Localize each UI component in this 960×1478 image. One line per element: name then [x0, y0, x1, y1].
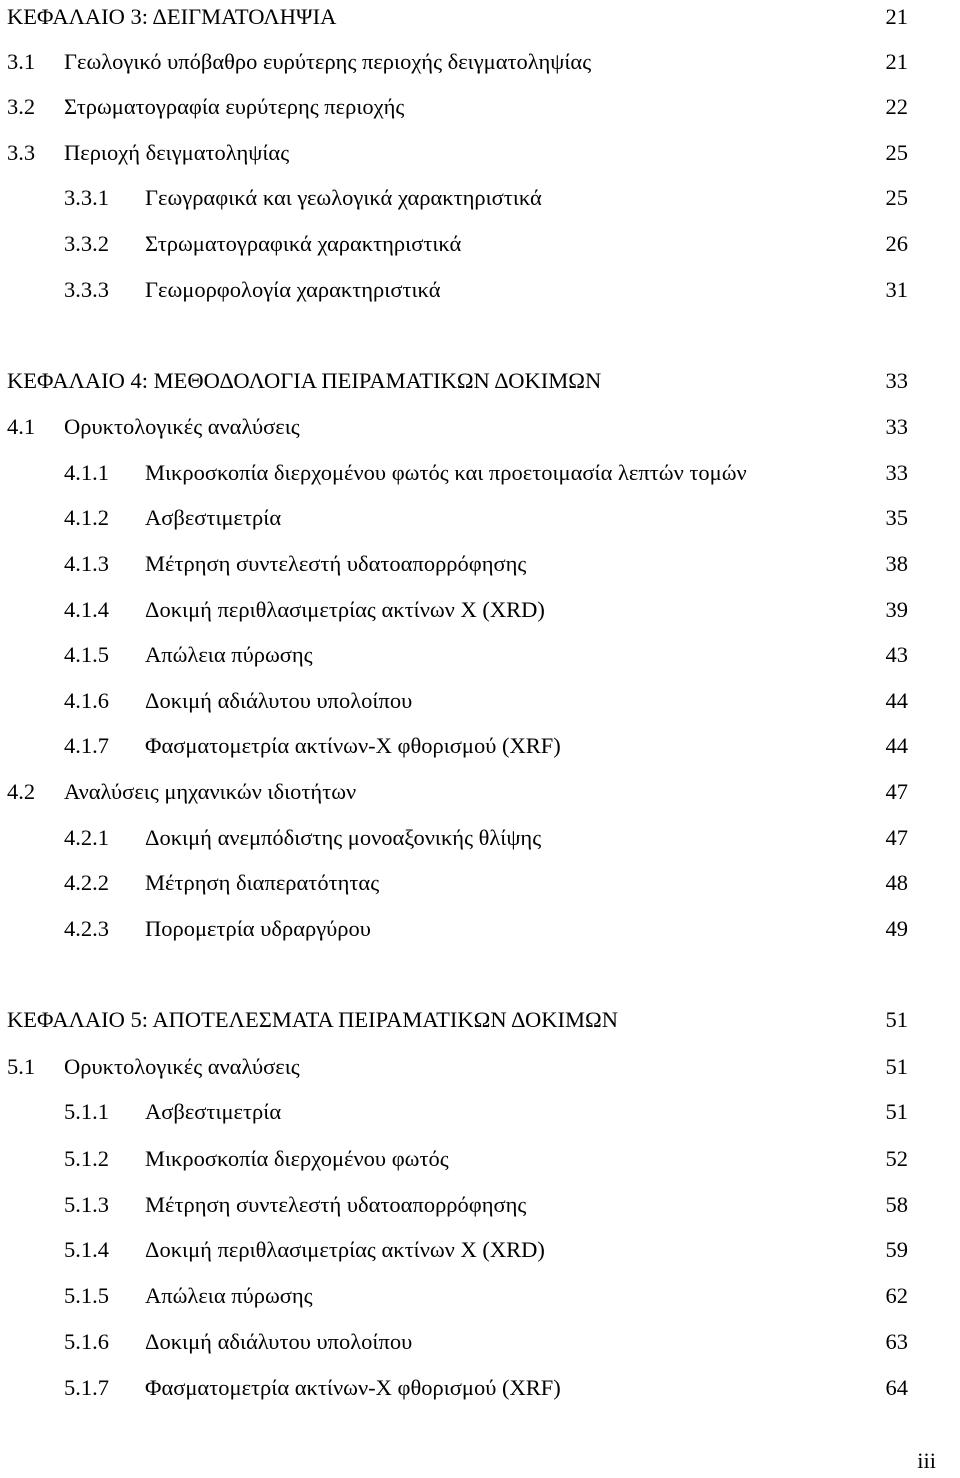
toc-entry-number: 4.2.2	[64, 870, 109, 895]
toc-entry[interactable]	[0, 1097, 960, 1127]
toc-entry[interactable]	[0, 458, 960, 488]
toc-entry-number: 3.3.1	[64, 185, 109, 210]
toc-entry[interactable]	[0, 1005, 960, 1035]
toc-entry-page: 62	[885, 1283, 908, 1308]
toc-entry-title: Μικροσκοπία διερχομένου φωτός και προετοιμασία λεπτών τομών	[145, 460, 747, 485]
toc-entry-number: 5.1.7	[64, 1375, 109, 1400]
toc-entry-title: ΚΕΦΑΛΑΙΟ 5: ΑΠΟΤΕΛΕΣΜΑΤΑ ΠΕΙΡΑΜΑΤΙΚΩΝ ΔΟΚΙΜΩΝ	[7, 1007, 619, 1032]
toc-entry-number: 5.1.1	[64, 1099, 109, 1124]
toc-entry[interactable]	[0, 366, 960, 396]
toc-entry[interactable]	[0, 2, 960, 32]
toc-entry-page: 43	[885, 642, 908, 667]
toc-entry-page: 35	[885, 505, 908, 530]
toc-entry-page: 44	[885, 688, 908, 713]
toc-entry-number: 5.1.2	[64, 1146, 109, 1171]
toc-entry-page: 51	[885, 1054, 908, 1079]
toc-entry-number: 3.3.2	[64, 231, 109, 256]
toc-entry-number: 4.2.1	[64, 825, 109, 850]
toc-entry-title: Ασβεστιμετρία	[145, 1099, 282, 1124]
toc-entry-number: 5.1.5	[64, 1283, 109, 1308]
toc-entry-page: 51	[885, 1099, 908, 1124]
toc-entry-title: Μέτρηση συντελεστή υδατοαπορρόφησης	[145, 1192, 527, 1217]
toc-entry-page: 52	[885, 1146, 908, 1171]
toc-entry-number: 5.1.3	[64, 1192, 109, 1217]
toc-entry-page: 64	[885, 1375, 908, 1400]
toc-entry-number: 4.2	[7, 779, 36, 804]
toc-entry[interactable]	[0, 138, 960, 168]
toc-entry-page: 31	[885, 277, 908, 302]
toc-entry[interactable]	[0, 823, 960, 853]
toc-entry[interactable]	[0, 1373, 960, 1403]
toc-entry-page: 25	[885, 140, 908, 165]
toc-entry-title: Στρωματογραφικά χαρακτηριστικά	[145, 231, 462, 256]
toc-entry-title: Αναλύσεις μηχανικών ιδιοτήτων	[64, 779, 357, 804]
toc-entry-number: 4.1.6	[64, 688, 109, 713]
toc-entry-title: Μέτρηση διαπερατότητας	[145, 870, 380, 895]
toc-entry-number: 4.1.4	[64, 597, 109, 622]
toc-entry-title: Δοκιμή αδιάλυτου υπολοίπου	[145, 688, 413, 713]
toc-entry-title: Περιοχή δειγματοληψίας	[64, 140, 290, 165]
toc-entry-page: 39	[885, 597, 908, 622]
toc-entry-title: Ορυκτολογικές αναλύσεις	[64, 414, 300, 439]
toc-entry-title: ΚΕΦΑΛΑΙΟ 3: ΔΕΙΓΜΑΤΟΛΗΨΙΑ	[7, 4, 337, 29]
toc-entry-title: ΚΕΦΑΛΑΙΟ 4: ΜΕΘΟΔΟΛΟΓΙΑ ΠΕΙΡΑΜΑΤΙΚΩΝ ΔΟΚΙΜΩΝ	[7, 368, 602, 393]
toc-entry-number: 4.1.5	[64, 642, 109, 667]
toc-entry[interactable]	[0, 549, 960, 579]
toc-entry-title: Ασβεστιμετρία	[145, 505, 282, 530]
toc-entry-number: 4.2.3	[64, 916, 109, 941]
toc-entry-page: 51	[885, 1007, 908, 1032]
toc-entry-number: 4.1.3	[64, 551, 109, 576]
toc-entry-title: Μικροσκοπία διερχομένου φωτός	[145, 1146, 449, 1171]
toc-entry-title: Πορομετρία υδραργύρου	[145, 916, 371, 941]
toc-entry[interactable]	[0, 731, 960, 761]
toc-entry-number: 3.2	[7, 94, 36, 119]
toc-entry[interactable]	[0, 686, 960, 716]
toc-entry[interactable]	[0, 777, 960, 807]
toc-entry-page: 58	[885, 1192, 908, 1217]
toc-entry[interactable]	[0, 229, 960, 259]
toc-entry-title: Δοκιμή περιθλασιμετρίας ακτίνων Χ (XRD)	[145, 1237, 545, 1262]
toc-entry-page: 59	[885, 1237, 908, 1262]
toc-entry-page: 38	[885, 551, 908, 576]
toc-entry[interactable]	[0, 183, 960, 213]
toc-entry-number: 5.1.4	[64, 1237, 109, 1262]
toc-entry[interactable]	[0, 914, 960, 944]
toc-entry-page: 22	[885, 94, 908, 119]
toc-entry-title: Φασματομετρία ακτίνων-Χ φθορισμού (XRF)	[145, 733, 561, 758]
toc-entry-number: 5.1	[7, 1054, 36, 1079]
toc-entry-title: Γεωλογικό υπόβαθρο ευρύτερης περιοχής δειγματοληψίας	[64, 49, 592, 74]
toc-entry-page: 63	[885, 1329, 908, 1354]
toc-entry-page: 47	[885, 825, 908, 850]
toc-entry[interactable]	[0, 92, 960, 122]
toc-entry-page: 47	[885, 779, 908, 804]
toc-entry-title: Γεωμορφολογία χαρακτηριστικά	[145, 277, 441, 302]
toc-entry-page: 33	[885, 460, 908, 485]
toc-entry-page: 21	[885, 4, 908, 29]
toc-entry-number: 4.1.1	[64, 460, 109, 485]
toc-entry-page: 49	[885, 916, 908, 941]
toc-entry[interactable]	[0, 1281, 960, 1311]
toc-entry[interactable]	[0, 1190, 960, 1220]
toc-entry-page: 48	[885, 870, 908, 895]
toc-entry-number: 4.1.7	[64, 733, 109, 758]
toc-entry[interactable]	[0, 275, 960, 305]
toc-entry-title: Δοκιμή αδιάλυτου υπολοίπου	[145, 1329, 413, 1354]
toc-entry[interactable]	[0, 640, 960, 670]
toc-entry[interactable]	[0, 412, 960, 442]
toc-entry-title: Ορυκτολογικές αναλύσεις	[64, 1054, 300, 1079]
toc-entry-number: 5.1.6	[64, 1329, 109, 1354]
toc-entry-title: Γεωγραφικά και γεωλογικά χαρακτηριστικά	[145, 185, 542, 210]
toc-entry-number: 3.3.3	[64, 277, 109, 302]
toc-entry-title: Στρωματογραφία ευρύτερης περιοχής	[64, 94, 405, 119]
toc-entry-number: 4.1	[7, 414, 36, 439]
toc-entry[interactable]	[0, 1327, 960, 1357]
toc-entry-title: Δοκιμή περιθλασιμετρίας ακτίνων Χ (XRD)	[145, 597, 545, 622]
toc-entry-number: 3.1	[7, 49, 36, 74]
toc-entry-page: 25	[885, 185, 908, 210]
toc-entry[interactable]	[0, 595, 960, 625]
toc-entry-title: Δοκιμή ανεμπόδιστης μονοαξονικής θλίψης	[145, 825, 542, 850]
toc-entry-number: 4.1.2	[64, 505, 109, 530]
toc-entry-title: Φασματομετρία ακτίνων-Χ φθορισμού (XRF)	[145, 1375, 561, 1400]
toc-entry[interactable]	[0, 1052, 960, 1082]
toc-entry[interactable]	[0, 503, 960, 533]
toc-entry-number: 3.3	[7, 140, 36, 165]
toc-entry-page: 21	[885, 49, 908, 74]
toc-entry-page: 33	[885, 414, 908, 439]
toc-entry-page: 26	[885, 231, 908, 256]
toc-entry[interactable]	[0, 1235, 960, 1265]
toc-entry-page: 44	[885, 733, 908, 758]
toc-entry-title: Απώλεια πύρωσης	[145, 642, 313, 667]
toc-entry[interactable]	[0, 47, 960, 77]
toc-entry[interactable]	[0, 1144, 960, 1174]
toc-entry-page: 33	[885, 368, 908, 393]
toc-entry-title: Μέτρηση συντελεστή υδατοαπορρόφησης	[145, 551, 527, 576]
toc-entry[interactable]	[0, 868, 960, 898]
page-number: iii	[917, 1448, 936, 1473]
toc-entry-title: Απώλεια πύρωσης	[145, 1283, 313, 1308]
